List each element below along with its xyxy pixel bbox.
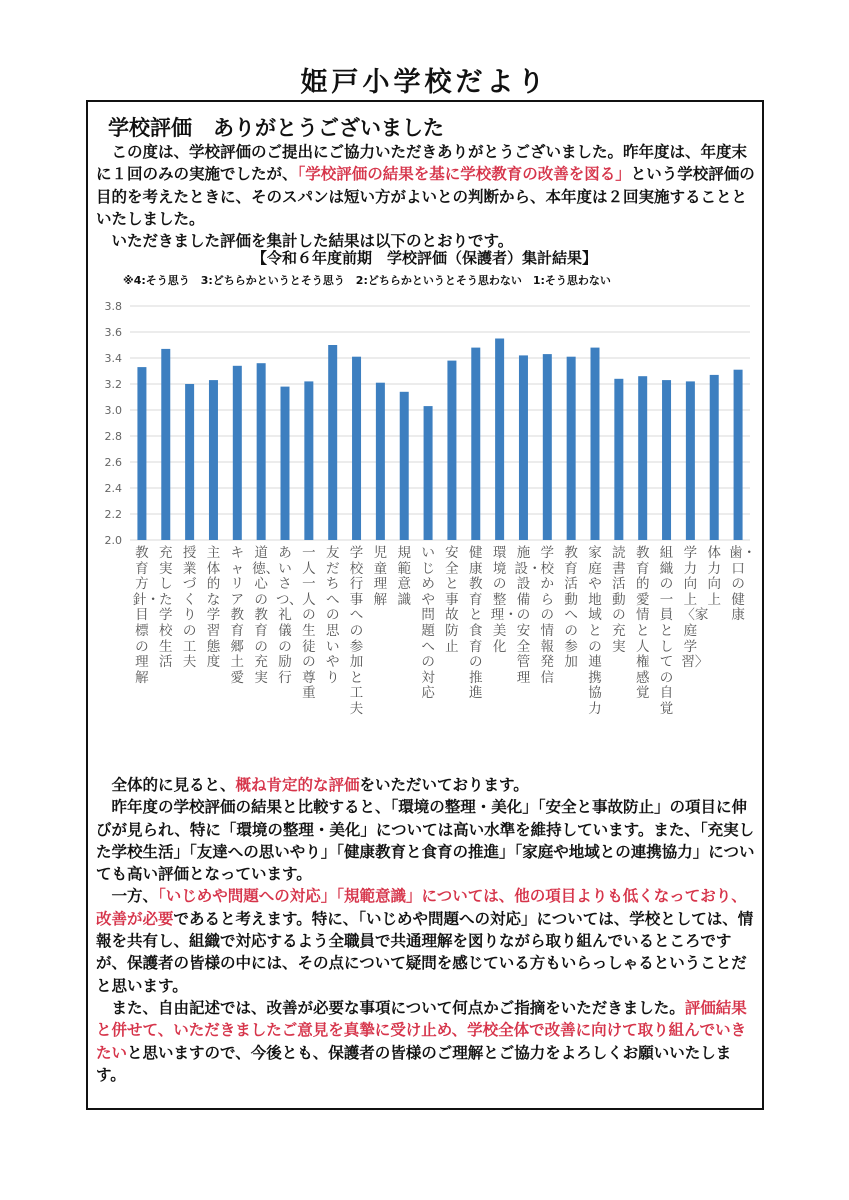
evaluation-bar-chart [90, 290, 760, 547]
y-tick-label: 3.4 [104, 352, 122, 365]
bar-23 [662, 380, 671, 540]
summary-segment-1: 概ね肯定的な評価 [235, 776, 360, 794]
intro-segment-1: 「学校評価の結果を基に学校教育の改善を図る」 [297, 165, 631, 184]
x-category-label: いじめや問題への対応 [421, 545, 435, 702]
x-category-label: 授業づくりの工夫 [182, 545, 197, 671]
bar-8 [304, 381, 313, 540]
bar-15 [471, 348, 480, 540]
x-category-label: あいさつ、礼儀の励行 [276, 545, 303, 686]
summary-segment-4: であると考えます。特に、「いじめや問題への対応」については、学校としては、情報を共有し、組織で対応するよう全職員で共通理解を図りながら取り組んでいるところですが、保護者の皆様の中には、その点について疑問を感じている方もいらっしゃるということだと思います。 また、自由記述では、改善が必要な事項について何点かご指摘をいただきました。 [96, 909, 754, 1017]
x-category-label: 規範意識 [397, 545, 411, 608]
y-tick-label: 3.0 [104, 404, 122, 417]
x-category-label: 友だちへの思いやり [325, 545, 340, 686]
x-category-label: 道徳、心の教育の充実 [252, 545, 280, 686]
newsletter-title: 姫戸小学校だより [300, 67, 549, 98]
x-category-label: 一人一人の生徒の尊重 [302, 545, 316, 702]
x-category-label: 学校からの情報発信 [540, 545, 555, 686]
bar-11 [376, 383, 385, 540]
summary-paragraph [96, 774, 758, 1086]
x-category-label: 環境の整理・美化 [490, 545, 518, 655]
bar-5 [233, 366, 242, 540]
bar-17 [519, 355, 528, 540]
bar-7 [281, 387, 290, 540]
bar-12 [400, 392, 409, 540]
summary-segment-2: をいただいております。 昨年度の学校評価の結果と比較すると、「環境の整理・美化」「安全と事故防止」の項目に伸びが見られ、特に「環境の整理・美化」については高い水準を維持しています。また、「充実した学校生活」「友達への思いやり」「健康教育と食育の推進」「家庭や地域との連携協力」についても高い評価となっています。 一方、 [96, 776, 755, 906]
bar-22 [638, 376, 647, 540]
chart-scale-note: ※4:そう思う 3:どちらかというとそう思う 2:どちらかというとそう思わない 1:そう思わない [123, 274, 611, 287]
x-category-label: 充実した学校生活 [159, 545, 173, 671]
bar-3 [185, 384, 194, 540]
bar-19 [567, 357, 576, 540]
y-tick-label: 2.2 [104, 508, 122, 521]
x-category-label: 教育的愛情と人権感覚 [635, 545, 650, 702]
x-category-label: 主体的な学習態度 [206, 545, 221, 671]
x-category-label: 家庭や地域との連携協力 [588, 545, 602, 717]
x-category-label: 健康教育と食育の推進 [469, 545, 483, 702]
bar-1 [137, 367, 146, 540]
intro-paragraph [96, 141, 758, 252]
summary-segment-5: 評価結果と併せて、いただきましたご意見を真摯に受け止め、学校全体で改善に向けて取り組んでいきたい [96, 998, 747, 1062]
intro-segment-0: この度は、学校評価のご提出にご協力いただきありがとうございました。昨年度は、年度末に１回のみの実施でしたが、 [96, 143, 748, 184]
summary-segment-6: と思いますので、今後とも、保護者の皆様のご理解とご協力をよろしくお願いいたします。 [96, 1043, 732, 1084]
bar-13 [424, 406, 433, 540]
y-tick-label: 3.2 [104, 378, 122, 391]
x-category-label: 児童理解 [373, 545, 388, 608]
bar-2 [161, 349, 170, 540]
bar-24 [686, 381, 695, 540]
article-heading: 学校評価 ありがとうございました [108, 116, 444, 140]
x-category-label: 安全と事故防止 [445, 545, 459, 655]
x-category-label: 教育活動への参加 [564, 545, 578, 671]
y-tick-label: 2.4 [104, 482, 122, 495]
x-category-label: 学力向上〈家庭学習〉 [681, 545, 709, 671]
intro-segment-2: という学校評価の目的を考えたときに、そのスパンは短い方がよいとの判断から、本年度は２回実施することといたしました。 いただきました評価を集計した結果は以下のとおりです。 [96, 165, 755, 251]
bar-9 [328, 345, 337, 540]
summary-segment-3: 「いじめや問題への対応」「規範意識」については、他の項目よりも低くなっており、改善が必要 [96, 887, 747, 928]
bar-6 [257, 363, 266, 540]
x-category-label: 組織の一員としての自覚 [659, 545, 674, 717]
x-category-label: 学校行事への参加と工夫 [349, 545, 364, 717]
bar-14 [447, 361, 456, 540]
x-category-label: 体力向上 [707, 545, 721, 608]
chart-title: 【令和６年度前期 学校評価（保護者）集計結果】 [251, 249, 597, 267]
x-category-label: 読書活動の充実 [612, 545, 626, 655]
x-category-label: 歯・口の健康 [729, 545, 757, 624]
y-tick-label: 2.6 [104, 456, 122, 469]
bar-10 [352, 357, 361, 540]
bar-26 [734, 370, 743, 540]
y-tick-label: 3.8 [104, 300, 122, 313]
y-tick-label: 3.6 [104, 326, 122, 339]
bar-21 [614, 379, 623, 540]
summary-segment-0: 全体的に見ると、 [96, 776, 236, 794]
bar-25 [710, 375, 719, 540]
x-category-label: キャリア教育郷土愛 [230, 545, 245, 686]
y-tick-label: 2.8 [104, 430, 122, 443]
x-category-label: 教育方針・目標の理解 [132, 545, 160, 686]
bar-18 [543, 354, 552, 540]
bar-16 [495, 339, 504, 541]
x-category-label: 施設・設備の安全管理 [514, 545, 542, 686]
bar-20 [591, 348, 600, 540]
bar-4 [209, 380, 218, 540]
y-tick-label: 2.0 [104, 534, 122, 547]
